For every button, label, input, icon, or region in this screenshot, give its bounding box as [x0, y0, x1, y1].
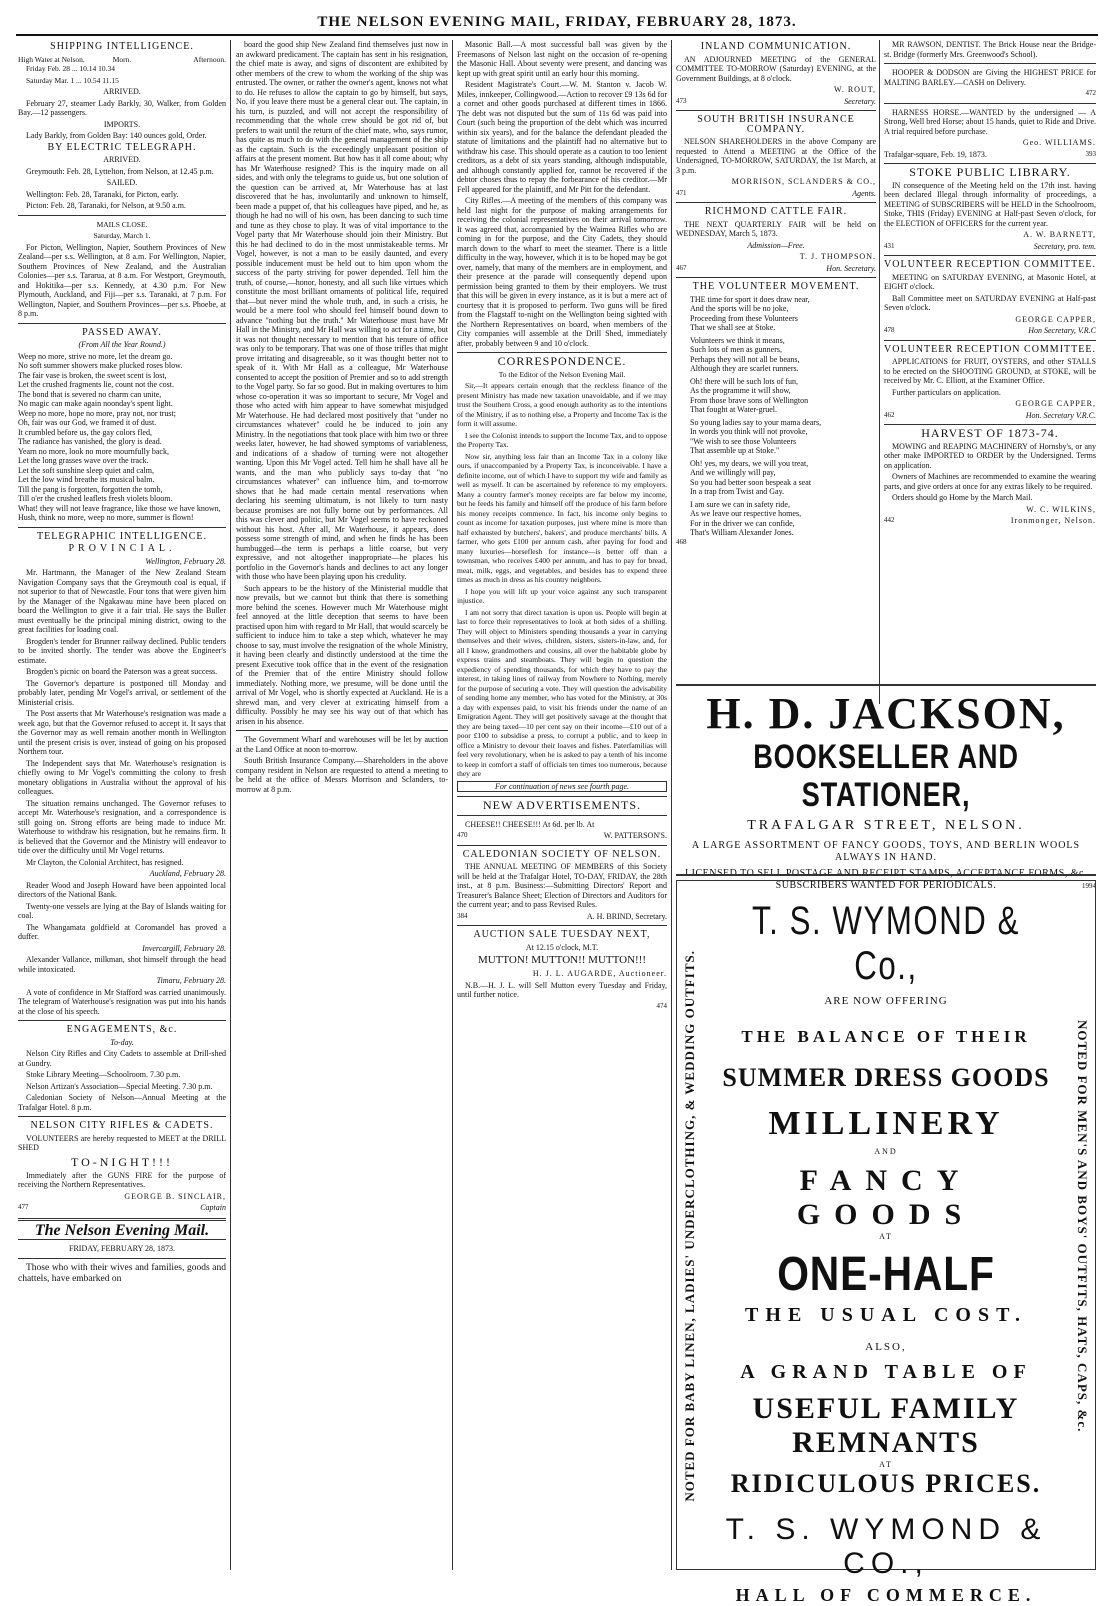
masthead: THE NELSON EVENING MAIL, FRIDAY, FEBRUARY 28, 1873. — [317, 14, 797, 30]
poem-line: Let the long grasses wave over the track. — [18, 456, 149, 465]
ad-footer — [884, 242, 1096, 252]
divider — [884, 340, 1096, 341]
engagement-item: Nelson City Rifles and City Cadets to assemble at Drill-shed at Gundry. — [18, 1049, 226, 1068]
signature-role: Hon. Secretary V.R.C. — [1025, 410, 1096, 420]
wymond-name: T. S. WYMOND & Co., — [751, 899, 1020, 988]
ad-number: 470 — [457, 831, 468, 839]
signature: Geo. WILLIAMS. — [1022, 138, 1096, 147]
ad-number: 384 — [457, 911, 468, 920]
ad-number: 472 — [1085, 89, 1096, 97]
poem-line: THE time for sport it does draw near, — [690, 294, 810, 304]
signature-role: Secretary. — [844, 96, 876, 106]
harness-address: Trafalgar-square, Feb. 19, 1873. — [884, 149, 987, 159]
jackson-line1: A LARGE ASSORTMENT OF FANCY GOODS, TOYS, AND BERLIN WOOLS ALWAYS IN HAND. — [691, 840, 1081, 863]
poem — [18, 352, 226, 523]
rifles-tonight: TO-NIGHT!!! — [70, 1154, 174, 1169]
side-text: NOTED FOR BABY LINEN, LADIES' UNDERCLOTHING, & WEDDING OUTFITS. — [682, 950, 697, 1502]
poem-line: Oh, fair was our God, we framed it of dust. — [18, 418, 157, 427]
dateline: Auckland, February 28. — [149, 869, 226, 878]
column-divider — [671, 40, 672, 1570]
signature: GEORGE B. SINCLAIR, — [124, 1191, 226, 1201]
news-para: Mr. Hartmann, the Manager of the New Zealand Steam Navigation Company says that the Greymouth coal is equal, if not superior to that of Newcastle. Four tons that were given him by the Manager of the Ngakawau mine have been placed on board the Wellington to give it a fair trial. He says the Buller must eventually be the principal mining district, owing to the great facilities for loading coal. — [18, 568, 226, 634]
correspondence-to: To the Editor of the Nelson Evening Mail. — [498, 369, 626, 379]
poem-line: In a trap from Twist and Gay. — [690, 487, 785, 496]
poem-line: For in the driver we can confide, — [690, 518, 795, 528]
ad-number: 442 — [884, 516, 895, 524]
poem-line: The fair vase is broken, the sweet scent is lost, — [18, 370, 167, 380]
poem-line: As the programme it will show, — [690, 386, 791, 395]
poem-line: Oh! yes, my dears, we will you treat, — [690, 458, 809, 468]
divider — [676, 202, 876, 203]
jackson-street: TRAFALGAR STREET, NELSON. — [747, 818, 1025, 833]
poem-source: (From All the Year Round.) — [78, 340, 166, 349]
advertiser: W. PATTERSON'S. — [603, 831, 667, 840]
news-para: The Whangamata goldfield at Coromandel has proved a duffer. — [18, 922, 226, 941]
cattle-title: RICHMOND CATTLE FAIR. — [704, 206, 848, 217]
ad-number: 478 — [884, 326, 895, 334]
dateline: Timaru, February 28. — [156, 976, 226, 985]
imports-heading: IMPORTS. — [103, 119, 141, 129]
wymond-ridiculous: RIDICULOUS PRICES. — [730, 1469, 1042, 1498]
vrc-text: Ball Committee meet on SATURDAY EVENING at Half-past Seven o'clock. — [884, 293, 1096, 312]
poem-line: That fought at Water-gruel. — [690, 405, 778, 414]
harness-ad: HARNESS HORSE.—WANTED by the undersigned — A Strong, Well bred Horse; about 15 hands, quiet to Ride and Drive. A trial required before purchase. — [884, 107, 1096, 136]
engagement-item: Stoke Library Meeting—Schoolroom. 7.30 p.m. — [26, 1070, 181, 1079]
mails-heading: MAILS CLOSE. — [96, 219, 148, 229]
mails-day: Saturday, March 1. — [93, 231, 151, 240]
wymond-grand: A GRAND TABLE OF — [740, 1361, 1032, 1383]
poem-line: That we shall see at Stoke. — [690, 323, 776, 332]
cattle-text: THE NEXT QUARTERLY FAIR will be held on WEDNESDAY, March 5, 1873. — [676, 219, 876, 238]
column-divider — [452, 40, 453, 1570]
tide-row: Friday Feb. 28 ... 10.14 10.34 — [26, 64, 115, 73]
divider — [457, 796, 667, 797]
mutton-heading: MUTTON! MUTTON!! MUTTON!!! — [477, 954, 647, 966]
engagement-item: Caledonian Society of Nelson—Annual Meeting at the Trafalgar Hotel. 8 p.m. — [18, 1093, 226, 1112]
poem-line: The bond that is severed no charm can unite, — [18, 389, 162, 399]
leader-start: Those who with their wives and families, goods and chattels, have embarked on — [18, 1262, 226, 1284]
continuation-note: For continuation of news see fourth page. — [457, 781, 667, 793]
vrc-text: MEETING on SATURDAY EVENING, at Masonic Hotel, at EIGHT o'clock. — [884, 272, 1096, 291]
wymond-side-right — [1069, 881, 1095, 1571]
cattle-admission: Admission—Free. — [747, 240, 805, 250]
signature: W. C. WILKINS, — [1026, 504, 1096, 514]
letter-para: Now sir, anything less fair than an Income Tax in a colony like ours, if unaccompanied by a Property Tax, is inconceivable. I have a definite income, out of which I have to support my wife and family as well as myself. It can be ascertained by reference to my employers. Many a country farmer's money receipts are far below my income, but he feeds his family and himself off the produce of his farm before his money receipts commence. In fact, his income only begins to count as income for taxation purposes, just where mine is more than half exhausted by butchers', bakers', and produce merchants' bills. A farmer, who gets £100 per annum cash, after paying for food and many luxuries—horseflesh for instance—is better off than a townsman, who receives £400 per annum, and has to pay for bread, meat, milk, eggs, and vegetables, and besides has to expend three times as much in dress as his country neighbors. — [457, 451, 667, 584]
column-5 — [884, 40, 1096, 704]
signature-role: Hon. Secretary. — [826, 263, 876, 273]
sailed-heading: SAILED. — [106, 178, 138, 187]
column-3 — [457, 40, 667, 1570]
column-divider — [879, 40, 880, 704]
vrc-text: APPLICATIONS for FRUIT, OYSTERS, and other STALLS to be erected on the SHOOTING GROUND, at STOKE, will be received by Mr. C. Elliott, at the Examiner Office. — [884, 357, 1096, 385]
tide-table — [18, 55, 226, 65]
poem-line: Let the soft sunshine sleep quiet and calm, — [18, 465, 154, 475]
wymond-ad — [676, 880, 1096, 1605]
news-para: City Rifles.—A meeting of the members of this company was held last night for the purpose of making arrangements for receiving the colonial representatives on their arrival tomorrow. It was agreed that, accompanied by the Waimea Rifles who are coming in for the purpose, and the City Cadets, they should march down to the wharf to meet the steamer. There is a little difficulty in the way, however, which it is to be hoped may be got over, namely, that many of the members are in employment, and their presence at the parade will consequently depend upon permission being granted to them by their employers. We trust that this will be given in every instance, as it is but a mere act of courtesy that it is proposed to perform. Two guns will be fired from the Flagstaff to-night on the Wellington being sighted with the Northern Representatives on board, when members of the City companies will assemble at the Drill Shed, immediately after, probably between 9 and 10 o'clock. — [457, 196, 667, 348]
ad-number: 393 — [1085, 149, 1096, 158]
wymond-body — [707, 881, 1065, 1605]
news-para: The Post asserts that Mr Waterhouse's resignation was made a week ago, but that the Governor refused to accept it. It says that the Governor may as well remain another month in Wellington until the present crisis is over, instead of going on his proposed Northern tour. — [18, 709, 226, 756]
news-para: Masonic Ball.—A most successful ball was given by the Freemasons of Nelson last night on the occasion of re-opening the Masonic Hall. About seventy were present, and dancing was kept up with great spirit until an early hour this morning. — [457, 40, 667, 78]
ad-footer — [884, 150, 1096, 160]
ad-number: 471 — [676, 188, 687, 197]
rifles-title: NELSON CITY RIFLES & CADETS. — [30, 1120, 214, 1131]
signature: GEORGE CAPPER, — [1015, 399, 1096, 408]
divider — [884, 63, 1096, 64]
divider — [457, 925, 667, 926]
vrc-title: VOLUNTEER RECEPTION COMMITTEE. — [884, 343, 1096, 355]
sbic-text: NELSON SHAREHOLDERS in the above Company are requested to Attend a MEETING at the Office of the Undersigned, TO-MORROW, SATURDAY, the 1st March, at 3 p.m. — [676, 137, 876, 175]
vrc-title: VOLUNTEER RECEPTION COMMITTEE. — [884, 259, 1096, 270]
engagements-day: To-day. — [110, 1037, 134, 1047]
divider — [884, 255, 1096, 256]
wymond-at2: AT — [879, 1460, 893, 1469]
divider — [457, 352, 667, 353]
news-para: Twenty-one vessels are lying at the Bay of Islands waiting for coal. — [18, 901, 226, 920]
divider — [18, 1258, 226, 1259]
column-1 — [18, 40, 226, 1570]
divider — [236, 730, 448, 731]
poem-line: Although they are scarlet runners. — [690, 364, 799, 373]
paper-date: FRIDAY, FEBRUARY 28, 1873. — [69, 1244, 175, 1253]
signature: T. J. THOMPSON. — [799, 252, 876, 261]
ad-footer — [457, 831, 667, 841]
sailed-wellington: Wellington: Feb. 28, Taranaki, for Picton, early. — [26, 189, 179, 199]
ad-number: 474 — [656, 1001, 667, 1010]
poem-line: Oh! there will be such lots of fun, — [690, 376, 798, 386]
side-text: NOTED FOR MEN'S AND BOYS' OUTFITS, HATS, CAPS, &c. — [1075, 1019, 1090, 1433]
caledonian-text: THE ANNUAL MEETING OF MEMBERS of this Society will be held at the Trafalgar Hotel, TO-DAY, FRIDAY, the 28th inst., at 8 p.m. Business:—Submitting Directors' Report and Treasurer's Balance Sheet; Election of Directors and Auditors for the current year; and to pass Revised Rules. — [457, 862, 667, 909]
engagements-title: ENGAGEMENTS, &c. — [66, 1024, 178, 1035]
poem-line: And we willingly will pay, — [690, 468, 776, 477]
wymond-also: ALSO, — [865, 1341, 907, 1353]
signature-role: Secretary, pro. tem. — [1033, 241, 1096, 251]
poem-line: Let the low wind breathe its musical balm. — [18, 475, 155, 484]
divider — [18, 1218, 226, 1221]
poem-line: So you had better soon bespeak a seat — [690, 477, 812, 487]
ad-footer — [18, 1203, 226, 1213]
news-para: The Governor's departure is postponed till Monday and probably later, pending Mr Vogel's arrival, or settlement of the Ministerial crisis. — [18, 678, 226, 707]
signature: H. J. L. AUGARDE, Auctioneer. — [532, 969, 667, 978]
provincial-heading: PROVINCIAL. — [68, 543, 176, 554]
shipping-title: SHIPPING INTELLIGENCE. — [50, 41, 194, 52]
inland-title: INLAND COMMUNICATION. — [700, 41, 852, 52]
auction-title: AUCTION SALE TUESDAY NEXT, — [473, 929, 651, 940]
poem-line: Till the pang is forgotten, forgotten the tomb, — [18, 484, 163, 494]
signature: GEORGE CAPPER, — [1015, 314, 1096, 324]
wymond-fancy: FANCY GOODS — [796, 1164, 976, 1231]
tide-row: Saturday Mar. 1 ... 10.54 11.15 — [26, 75, 119, 85]
ad-footer — [676, 264, 876, 274]
harvest-text: Orders should go Home by the March Mail. — [892, 493, 1033, 502]
hooper-ad: HOOPER & DODSON are Giving the HIGHEST PRICE for MALTING BARLEY.—CASH on Delivery. — [884, 68, 1096, 87]
engagement-item: Nelson Artizan's Association—Special Meeting. 7.30 p.m. — [26, 1081, 213, 1091]
vrc-text: Further particulars on application. — [892, 387, 1001, 397]
poem-line: Weep no more, strive no more, let the dream go. — [18, 351, 173, 361]
ad-number: 473 — [676, 96, 687, 105]
telegraph-heading: BY ELECTRIC TELEGRAPH. — [47, 141, 197, 153]
poem-line: Hush, think no more, weep no more, summer is flown! — [18, 513, 194, 522]
news-para: Mr Clayton, the Colonial Architect, has resigned. — [26, 857, 184, 867]
poem-line: What! they will not leave fragrance, like those we have known, — [18, 503, 221, 513]
wymond-and: AND — [874, 1147, 898, 1156]
auction-time: At 12.15 o'clock, M.T. — [525, 942, 599, 952]
tide-morn: Morn. — [112, 54, 132, 64]
news-para: Brogden's tender for Brunner railway declined. Public tenders to be invited shortly. The tender was above the Engineer's estimate. — [18, 636, 226, 665]
divider — [18, 1116, 226, 1117]
column-divider — [230, 40, 231, 1570]
caledonian-title: CALEDONIAN SOCIETY OF NELSON. — [462, 848, 662, 860]
column-4 — [676, 40, 876, 704]
poem-line: So young ladies say to your mama dears, — [690, 417, 822, 427]
poem-line: Proceeding from these Volunteers — [690, 313, 798, 323]
ad-footer — [457, 912, 667, 922]
arrived-heading: ARRIVED. — [103, 87, 141, 96]
jackson-line2: LICENSED TO SELL POSTAGE AND RECEIPT STAMPS, ACCEPTANCE FORMS, &c. SUBSCRIBERS WANTED FOR PERIODICALS. — [685, 868, 1087, 891]
masthead-rule — [16, 34, 1098, 36]
poem-line: That's William Alexander Jones. — [690, 528, 794, 537]
correspondence-body — [457, 381, 667, 779]
news-para: The Independent says that Mr. Waterhouse's resignation is chiefly owing to Mr Vogel's committing the colony to fresh monetary obligations in Australia without the approval of his colleagues. — [18, 758, 226, 796]
poem-line: The radiance has vanished, the glory is dead. — [18, 437, 162, 446]
letter-para: I am not sorry that direct taxation is upon us. People will begin at last to force their representatives to look at both sides of a shilling. They will object to Ministers spending thousands a year in carrying themselves and their wives, children, sisters, sisters-in-law, and, for all I know, grandmothers and cousins, all over the habitable globe by express trains and steamboats. They will begin to question the expediency of spending thousands, for which they have to pay the interest, in taking lines of railway from Nowhere to Nothing, merely for the purpose of securing a vote. They will question the advisability of sending home any member, who has voted for the Ministry, at 30s a day with expenses paid, to visit his friends under the name of an Emigration Agent. They will get positively savage at the thought that they are being taxed—10 per cent say on their income—£10 out of a poor £100 to subsidise a press, to corrupt a public, and to keep in office a Ministry to devour their loaves and fishes. Paterfamilias will feel very revolutionary, when he is asked to pay a tenth of his income to keep in comfort a staff of officials ten times too numerous, because they are — [457, 607, 667, 778]
divider — [884, 103, 1096, 104]
poem-line: Such lots of men as gunners, — [690, 345, 782, 354]
ad-divider — [676, 874, 1096, 876]
column-2 — [236, 40, 448, 1570]
wymond-side-left — [677, 881, 703, 1571]
letter-para: I hope you will lift up your voice against any such transparent injustice. — [457, 586, 667, 605]
wymond-summer: SUMMER DRESS GOODS — [722, 1063, 1050, 1092]
harvest-text: Owners of Machines are recommended to examine the wearing parts, and give orders at once for any extras likely to be required. — [884, 472, 1096, 491]
poem-line: Perhaps they will not all be beans, — [690, 354, 800, 364]
divider — [18, 527, 226, 528]
ad-number: 477 — [18, 1203, 29, 1211]
news-para: South British Insurance Company.—Shareholders in the above company resident in Nelson are requested to attend a meeting to be held at the office of Messrs Morrison and Sclanders, to-morrow at 8 p.m. — [236, 756, 448, 794]
news-para: The situation remains unchanged. The Governor refuses to accept Mr. Waterhouse's resignation, and a correspondence is still going on. Strong efforts are being made to induce Mr. Waterhouse to withdraw his resignation, but he remains firm. It is believed that the Governor and the Ministry will endeavor to tide over the difficulty until Mr Vogel returns. — [18, 798, 226, 855]
rifles-text: VOLUNTEERS are hereby requested to MEET at the DRILL SHED — [18, 1133, 226, 1152]
rifles-text2: Immediately after the GUNS FIRE for the purpose of receiving the Northern Representatives. — [18, 1170, 226, 1189]
divider — [18, 323, 226, 324]
stoke-text: IN consequence of the Meeting held on the 17th inst. having been declared Illegal through informality of proceedings, a MEETING of SUBSCRIBERS will be HELD in the Schoolroom, Stoke, THIS (Friday) EVENING at Half-past Seven o'clock, for the ELECTION of OFFICERS for the current year. — [884, 180, 1096, 228]
poem-line: Let the crushed fragments lie, count not the cost. — [18, 380, 174, 389]
news-para: Brogden's picnic on board the Paterson was a great success. — [26, 667, 218, 676]
poem-line: From those brave sons of Wellington — [690, 395, 809, 405]
poem-line: No magic can make again noonday's spent light. — [18, 399, 173, 408]
divider — [884, 163, 1096, 164]
divider — [676, 110, 876, 111]
jackson-name: H. D. JACKSON, — [706, 689, 1066, 738]
poem-line: Till o'er the crushed leaflets fresh violets bloom. — [18, 494, 173, 503]
letter-para: Sir,—It appears certain enough that the reckless finance of the present Ministry has made new taxation unavoidable, and if we may trust the Southern Cross, a good enough authority as to the intentions of the Ministry, if as to nothing else, a Property and Income Tax is the form it will assume. — [457, 381, 667, 428]
wymond-usual: THE USUAL COST. — [745, 1304, 1027, 1326]
ad-footer — [884, 411, 1096, 421]
jackson-ad — [676, 689, 1096, 891]
harvest-title: HARVEST OF 1873-74. — [921, 426, 1059, 440]
signature-role: Ironmonger, Nelson. — [1010, 516, 1096, 525]
arrived-text: February 27, steamer Lady Barkly, 30, Walker, from Golden Bay.—12 passengers. — [18, 98, 226, 117]
poem-line: Weep no more, hope no more, pray not, nor trust; — [18, 408, 176, 418]
poem-line: In words you think will not provoke, — [690, 427, 808, 436]
divider — [18, 1239, 226, 1240]
poem-line: As we leave our respective homes, — [690, 509, 802, 518]
rawson-ad: MR RAWSON, DENTIST. The Brick House near the Bridge-st. Bridge (formerly Mrs. Greenwood's School). — [884, 40, 1096, 59]
wymond-useful: USEFUL FAMILY REMNANTS — [752, 1392, 1020, 1459]
poem-line: I am sure we can in safety ride, — [690, 499, 790, 509]
ad-number: 468 — [676, 537, 687, 546]
mails-text: For Picton, Wellington, Napier, Southern Provinces of New Zealand—per s.s. Wellington, at 8 a.m. For Wellington, Napier, Southern Provinces of New Zealand, and the Australian Colonies—per s.s. Tararua, at 8 a.m. For Westport, Greymouth, and Hokitika—per s.s. Kennedy, at 4.30 p.m. For New Plymouth, Auckland, and Fiji—per s.s. Taranaki, at 7 p.m. For Wellington, Napier, and Southern Provinces—per s.s. Phoebe, at 8 p.m. — [18, 242, 226, 318]
poem-line: Volunteers we think it means, — [690, 335, 785, 345]
signature: W. ROUT, — [834, 85, 876, 94]
poem-line: That assemble up at Stoke." — [690, 446, 780, 455]
divider — [676, 277, 876, 278]
poem-line: It crumbled before us, the gay colors fled, — [18, 427, 152, 437]
sailed-picton: Picton: Feb. 28, Taranaki, for Nelson, at 9.50 a.m. — [26, 201, 186, 210]
volunteer-poem — [676, 295, 876, 538]
signature-role: Agents. — [852, 188, 876, 198]
news-para: Alexander Vallance, milkman, shot himself through the head while intoxicated. — [18, 955, 226, 974]
signature-role: Hon Secretary, V.R.C — [1028, 326, 1096, 335]
dateline: Wellington, February 28. — [145, 556, 226, 566]
wymond-offering: ARE NOW OFFERING — [824, 995, 948, 1007]
poem-title: PASSED AWAY. — [82, 326, 162, 338]
poem-line: And the sports will be no joke, — [690, 304, 789, 313]
new-ads-title: NEW ADVERTISEMENTS. — [482, 798, 642, 812]
tide-afternoon: Afternoon. — [193, 54, 226, 64]
signature: A. H. BRIND, Secretary. — [586, 911, 667, 921]
sbic-title: SOUTH BRITISH INSURANCE COMPANY. — [697, 114, 855, 135]
letter-para: I see the Colonist intends to support the Income Tax, and to oppose the Property Tax. — [457, 430, 667, 449]
auction-nb: N.B.—H. J. L. will Sell Mutton every Tuesday and Friday, until further notice. — [457, 980, 667, 999]
wymond-name2: T. S. WYMOND & CO., — [725, 1513, 1047, 1580]
ad-footer — [676, 97, 876, 107]
telegraphic-title: TELEGRAPHIC INTELLIGENCE. — [37, 530, 207, 542]
poem-line: Yearn no more, look no more mournfully back, — [18, 446, 169, 456]
jackson-trade: BOOKSELLER AND STATIONER, — [753, 738, 1019, 814]
ad-footer — [884, 326, 1096, 336]
leader-para: board the good ship New Zealand find themselves just now in an awkward predicament. The captain has sent in his resignation, the chief mate is away, and signs of discontent are exhibited by other members of the crew to whom the working of the ship was entrusted. The owner, or rather the owner's agent, knows not what to do. He refuses to allow the captain to go by himself, but says, No, if you leave there must be a general clear out. The captain, in his turn, is puzzled, and will not accept the responsibility of recommending that the whole crew should be got rid of, but prefers to wait until the return of the chief mate, who, says rumor, has quite as much to do with the general management of the ship as the captain. Such is the exceedingly unpleasant position of affairs at the present moment. But how has it all come about; why has Mr Waterhouse resigned? This is the inquiry made on all sides, and with only the telegrams to guide us, but one solution of the question can be arrived at, Mr Waterhouse has at last discovered that he has, involuntarily and unknown to himself, been made a puppet of, that his colleagues have piped, and he, as though he had no will of his own, has been dancing to such time and tune as they chose to play. It was of vital importance to the Vogel party that Mr Waterhouse should join their Ministry. But this he had declined to do in the most unmistakeable terms. Mr Vogel, however, is not a man to be easily daunted, and every possible inducement must be held out to him upon whom the success of the party striving for power depended. Tell him the truth, of course,—honor, honesty, and all such like virtues which constitute the most brilliant ornaments of political life, required that—but never mind the whole truth, and, in such a crisis, he would be a mere fool who should feel himself bound down to advance "nothing but the truth." Mr Waterhouse must have Mr Hall in the Ministry, and Mr Hall was willing to act for a time, but it was not thought necessary to mention that his tenure of office was only to be temporary. That was one of those trifles that might prove irritating and disagreeable, so it was thought better not to speak of it. With Mr Hall as a colleague, Mr Waterhouse consented to accept the position of Premier and so to add strength to the Vogel party. So far so good. But in making overtures to him whose co-operation it was so important to secure, Mr Vogel and those who acted with him appear to have somewhat misjudged Mr Waterhouse. He had declared most positively that "under no circumstances whatever" could he be induced to join any Ministry. In the negotiations that took place with him two or three weeks later, however, he had showed symptoms of variableness, and indications of a shadow of turning were not altogether wanting. Upon this Mr Vogel acted. Tell him he shall have all he wants, and the man who publicly says to-day that "no circumstances whatever" can influence him, and to-morrow shows that he had made certain mental reservations when declaring his seeming ultimatum, is not likely to turn nasty because promises are not fully borne out by performances. All this was clever and politic, but Mr Vogel seems to have reckoned without his host. After all, Mr Waterhouse, it appears, does possess some strength of mind, and when he finds he has been humbugged—the term is perhaps a little coarse, but very expressive, and not altogether inappropriate—he places his portfolio in the Governor's hands and declines to act any longer with those who have been playing upon his credulity. — [236, 40, 448, 581]
signature: MORRISON, SCLANDERS & CO., — [731, 177, 876, 186]
news-para: A vote of confidence in Mr Stafford was carried unanimously. The telegram of Waterhouse's resignation was put into his hands at the close of his speech. — [18, 987, 226, 1016]
poem-line: No soft summer showers make plucked roses blow. — [18, 361, 183, 370]
ad-divider — [676, 684, 1096, 686]
news-para: Reader Wood and Joseph Howard have been appointed local directors of the National Bank. — [18, 880, 226, 899]
wymond-balance: THE BALANCE OF THEIR — [741, 1027, 1031, 1046]
cheese-ad: CHEESE!! CHEESE!!! At 6d. per lb. At — [465, 819, 595, 829]
divider — [457, 845, 667, 846]
news-para: Resident Magistrate's Court.—W. M. Stanton v. Jacob W. Miles, innkeeper, Collingwood.—Action to recover £9 13s 6d for a cornet and other goods purchased at different times in 1866. The debt was not disputed but the sum of 11s 6d was paid into Court (such being the proportion of the debt which was incurred within six years), and for the balance the defendant pleaded the statute of limitations and the plaintiff had no alternative but to withdraw his case. This should operate as a caution to too lenient creditors, as a debt of six years standing, although indisputable, and although constantly applied for, cannot be recovered if the debtor choses thus to repay the forbearance of his creditor.—Mr Fell appeared for the plaintiff, and Mr Pitt for the defendant. — [457, 80, 667, 194]
wymond-at: AT — [879, 1232, 893, 1241]
leader-para: Such appears to be the history of the Ministerial muddle that now prevails, but we cannot but think that there is something more behind the scenes. However much Mr Waterhouse might feel annoyed at the little deception that seems to have been practised upon him with regard to Mr Hall, that would scarcely be sufficient to induce him to take a step which, whatever he may choose to say, must involve the resignation of the whole Ministry, it having been clearly and distinctly understood at the time the present Executive took office that in the event of the resignation of the Premier that of the entire Ministry should follow immediately. Nothing more, we presume, will be done until the arrival of Mr Vogel, who is shortly expected at Auckland. He is a shrewd man, and very clever at extricating himself from a difficulty. Possibly he may see his way out of that which has arisen in his absence. — [236, 583, 448, 726]
signature: A. W. BARNETT, — [1023, 230, 1096, 239]
wymond-millinery: MILLINERY — [768, 1105, 1004, 1142]
ad-number: 1994 — [1082, 882, 1096, 890]
inland-text: AN ADJOURNED MEETING of the GENERAL COMMITTEE TO-MORROW (Saturday) EVENING, at the Government Buildings, at 8 o'clock. — [676, 54, 876, 83]
harvest-text: MOWING and REAPING MACHINERY of Hornsby's, or any other make IMPORTED to ORDER by the Undersigned. Terms on application. — [884, 441, 1096, 470]
news-para: The Government Wharf and warehouses will be let by auction at the Land Office at noon to-morrow. — [236, 735, 448, 754]
divider — [18, 1020, 226, 1021]
ad-number: 467 — [676, 263, 687, 272]
stoke-title: STOKE PUBLIC LIBRARY. — [909, 165, 1071, 179]
divider — [18, 215, 226, 216]
imports-text: Lady Barkly, from Golden Bay: 140 ounces gold, Order. — [26, 131, 207, 140]
ad-number: 431 — [884, 241, 895, 250]
wymond-hall: HALL OF COMMERCE. — [735, 1585, 1037, 1605]
paper-title: The Nelson Evening Mail. — [34, 1221, 210, 1239]
divider — [457, 815, 667, 816]
correspondence-title: CORRESPONDENCE. — [497, 354, 627, 368]
telegraph-greymouth: Greymouth: Feb. 28, Lyttelton, from Nelson, at 12.45 p.m. — [26, 166, 214, 176]
dateline: Invercargill, February 28. — [142, 943, 226, 953]
volunteer-title: THE VOLUNTEER MOVEMENT. — [692, 281, 860, 292]
ad-number: 462 — [884, 410, 895, 419]
divider — [884, 424, 1096, 425]
ad-footer — [884, 516, 1096, 526]
poem-line: "We wish to see those Volunteers — [690, 436, 797, 446]
signature-role: Captain — [200, 1203, 226, 1212]
wymond-onehalf: ONE-HALF — [777, 1248, 995, 1301]
telegraph-arrived: ARRIVED. — [103, 155, 141, 164]
ad-footer — [676, 189, 876, 199]
tide-label: High Water at Nelson. — [18, 54, 85, 64]
